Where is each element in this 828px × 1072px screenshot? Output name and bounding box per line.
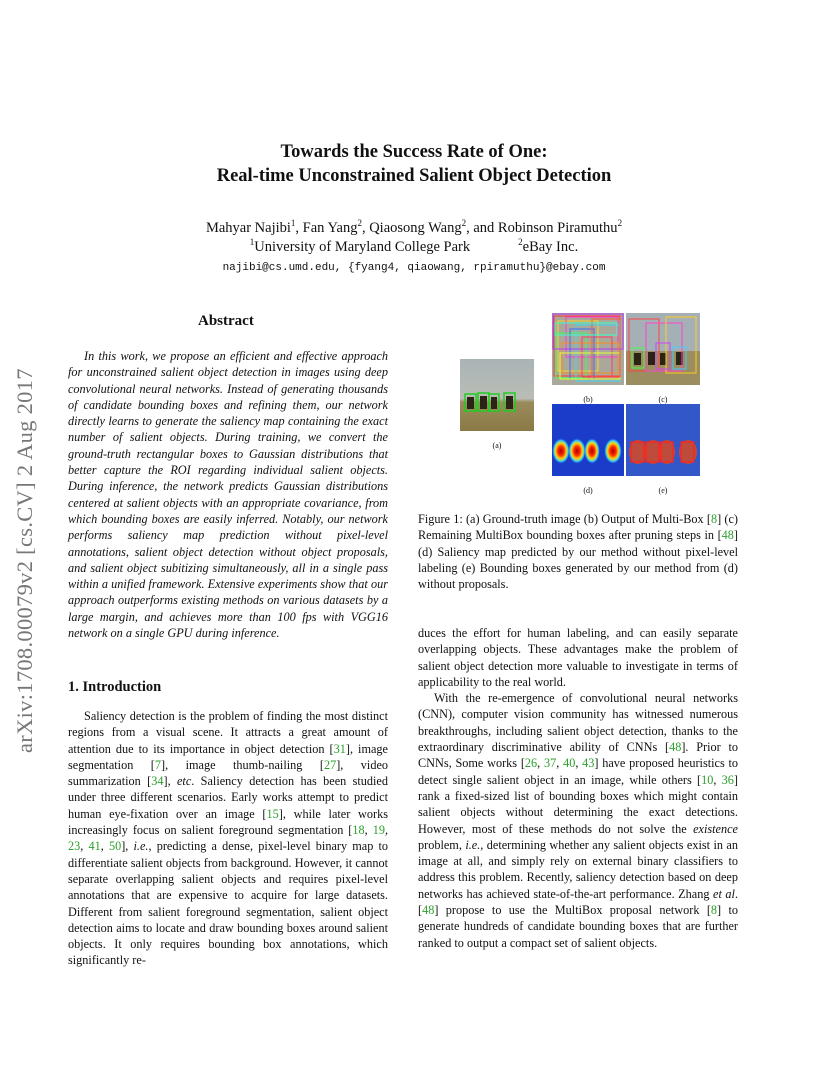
citation-link[interactable]: 19: [372, 823, 385, 838]
citation-link[interactable]: 40: [563, 756, 576, 771]
figure-1d-saliency-map: [552, 404, 624, 476]
affiliations: [0, 237, 828, 256]
subfig-label-a: (a): [492, 441, 502, 450]
figure-1b-image: [552, 313, 624, 385]
intro-heading: 1. Introduction: [68, 679, 162, 695]
figure-1: [458, 311, 708, 501]
figure-1c-image: [626, 313, 700, 385]
paper-title-line1: Towards the Success Rate of One:: [280, 142, 548, 162]
citation-link[interactable]: 26: [524, 756, 538, 771]
citation-link[interactable]: 41: [88, 839, 101, 854]
right-column-body: [418, 625, 738, 951]
citation-link[interactable]: 37: [543, 756, 557, 771]
citation-link[interactable]: 18: [352, 823, 365, 838]
subfig-label-c: (c): [658, 395, 668, 404]
author-name: , and Robinson Piramuthu: [466, 219, 618, 236]
citation-link[interactable]: 8: [710, 512, 718, 526]
figure-1a-image: [460, 359, 534, 431]
right-paragraph-1: duces the effort for human labeling, and can easily separate overlapping objects. These advantages make the problem of salient object detection more valuable to investigate in terms of applicability to the real world.: [418, 626, 738, 689]
author-name: , Qiaosong Wang: [361, 219, 462, 236]
abstract-text: In this work, we propose an efficient and effective approach for unconstrained salient object detection in images using deep convolutional neural networks. Instead of generating thousands of candidate bounding boxes and refining them, our network directly learns to generate the saliency map containing the exact number of salient objects. During training, we convert the ground-truth rectangular boxes to Gaussian distributions that better capture the ROI regarding individual salient objects. During inference, the network predicts Gaussian distributions centered at salient objects with an appropriate covariance, from which bounding boxes are easily inferred. Notably, our network performs saliency map prediction without pixel-level annotations, salient object detection without object proposals, and salient object subitizing simultaneously, all in a single pass within a unified framework. Extensive experiments show that our approach outperforms existing methods on various datasets by a large margin, and achieves more than 100 fps with VGG16 network on a single GPU during inference.: [68, 349, 388, 641]
affil-sup: 1: [249, 237, 255, 247]
author-name: Mahyar Najibi: [205, 219, 291, 236]
citation-link[interactable]: 27: [323, 757, 337, 772]
subfig-label-b: (b): [583, 395, 593, 404]
figure-1e-image: [626, 404, 700, 476]
citation-link[interactable]: 23: [68, 839, 81, 854]
subfig-label-d: (d): [583, 486, 593, 495]
author-emails: najibi@cs.umd.edu, {fyang4, qiaowang, rpiramuthu}@ebay.com: [222, 262, 606, 274]
citation-link[interactable]: 34: [151, 774, 164, 789]
right-paragraph-2: With the re-emergence of convolutional neural networks (CNN), computer vision community has witnessed numerous breakthroughs, including salient object detection, thanks to the extraordinary discriminative ability of CNNs [48]. Prior to CNNs, Some works [26, 37, 40, 43] have proposed heuristics to detect single salient object in an image, while others [10, 36] rank a fixed-sized list of bounding boxes which might contain salient objects without determining the exact detections. However, most of these methods do not solve the existence problem, i.e., determining whether any salient objects exist in an image at all, and simply rely on external binary classifiers to address this problem. Recently, saliency detection based on deep networks has achieved state-of-the-art performance. Zhang et al. [48] propose to use the MultiBox proposal network [8] to generate hundreds of candidate bounding boxes that are further ranked to output a compact set of salient objects.: [418, 691, 739, 950]
citation-link[interactable]: 36: [721, 772, 734, 787]
citation-link[interactable]: 10: [701, 772, 714, 787]
arxiv-id: arXiv:1708.00079v2 [cs.CV] 2 Aug 2017: [12, 368, 37, 753]
author-affil-sup: 2: [461, 218, 467, 228]
author-name: , Fan Yang: [295, 219, 358, 236]
citation-link[interactable]: 15: [266, 806, 279, 821]
citation-link[interactable]: 48: [422, 903, 435, 918]
citation-link[interactable]: 7: [154, 757, 161, 772]
citation-link[interactable]: 50: [108, 839, 122, 854]
citation-link[interactable]: 8: [710, 903, 718, 918]
intro-paragraph: Saliency detection is the problem of finding the most distinct regions from a visual scene. It attracts a great amount of attention due to its importance in object detection [31], image segmentation [7], image thumb-nailing [27], video summarization [34], etc. Saliency detection has been studied under three different scenarios. Early works attempt to predict human eye-fixation over an image [15], while later works increasingly focus on salient foreground segmentation [18, 19, 23, 41, 50], i.e., predicting a dense, pixel-level binary map to differentiate salient objects from background. However, it cannot separate overlapping salient objects and requires pixel-level annotations that are expensive to acquire for large datasets. Different from salient foreground segmentation, salient object detection aims to locate and draw bounding boxes around salient objects. It only requires bounding box annotations, which significantly re-: [68, 709, 389, 968]
arxiv-stamp: [6, 285, 46, 755]
subfig-label-e: (e): [658, 486, 668, 495]
author-affil-sup: 2: [357, 218, 362, 228]
affiliation-ebay: eBay Inc.: [522, 238, 579, 255]
citation-link[interactable]: 31: [333, 741, 346, 756]
figure-1-caption: Figure 1: (a) Ground-truth image (b) Output of Multi-Box [8] (c) Remaining MultiBox bounding boxes after pruning steps in [48] (d) Saliency map predicted by our method without pixel-level labeling (e) Bounding boxes generated by our method from (d) without proposals.: [418, 512, 738, 592]
abstract-heading: Abstract: [198, 313, 254, 329]
author-affil-sup: 2: [617, 218, 623, 228]
author-affil-sup: 1: [290, 218, 296, 228]
abstract-body: [68, 348, 388, 641]
citation-link[interactable]: 48: [721, 528, 734, 543]
author-list: [0, 218, 828, 237]
paper-title-line2: Real-time Unconstrained Salient Object Detection: [216, 166, 612, 186]
citation-link[interactable]: 48: [669, 740, 682, 755]
affiliation-umd: University of Maryland College Park: [254, 238, 471, 255]
affil-sup: 2: [518, 237, 523, 247]
citation-link[interactable]: 43: [582, 756, 595, 771]
